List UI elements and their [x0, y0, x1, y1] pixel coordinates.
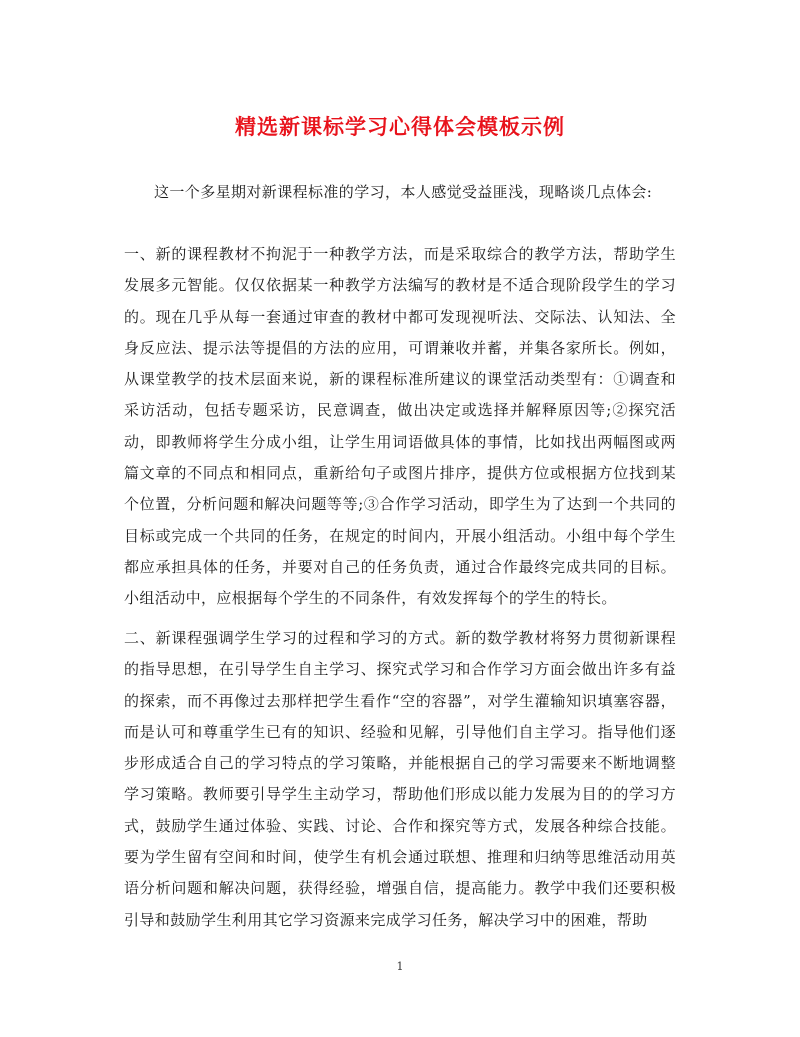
intro-paragraph: 这一个多星期对新课程标准的学习，本人感觉受益匪浅，现略谈几点体会:: [154, 183, 653, 201]
document-title: 精选新课标学习心得体会模板示例: [235, 114, 565, 139]
body-paragraph-2: 二、新课程强调学生学习的过程和学习的方式。新的数学教材将努力贯彻新课程的指导思想，在引导学生自主学习、探究式学习和合作学习方面会做出许多有益的探索，而不再像过去那样把学生看作“空的容器”，对学生灌输知识填塞容器，而是认可和尊重学生已有的知识、经验和见解，引导他们自主学习。指导他们逐步形成适合自己的学习特点的学习策略，并能根据自己的学习需要来不断地调整学习策略。教师要引导学生主动学习，帮助他们形成以能力发展为目的的学习方式，鼓励学生通过体验、实践、讨论、合作和探究等方式，发展各种综合技能。要为学生留有空间和时间，使学生有机会通过联想、推理和归纳等思维活动用英语分析问题和解决问题，获得经验，增强自信，提高能力。教学中我们还要积极引导和鼓励学生利用其它学习资源来完成学习任务，解决学习中的困难，帮助: [124, 629, 676, 929]
page-number: 1: [396, 960, 404, 973]
body-paragraph-1: 一、新的课程教材不拘泥于一种教学方法，而是采取综合的教学方法，帮助学生发展多元智能。仅仅依据某一种教学方法编写的教材是不适合现阶段学生的学习的。现在几乎从每一套通过审查的教材中都可发现视听法、交际法、认知法、全身反应法、提示法等提倡的方法的应用，可谓兼收并蓄，并集各家所长。例如，从课堂教学的技术层面来说，新的课程标准所建议的课堂活动类型有：①调查和采访活动，包括专题采访，民意调查，做出决定或选择并解释原因等;②探究活动，即教师将学生分成小组，让学生用词语做具体的事情，比如找出两幅图或两篇文章的不同点和相同点，重新给句子或图片排序，提供方位或根据方位找到某个位置，分析问题和解决问题等等;③合作学习活动，即学生为了达到一个共同的目标或完成一个共同的任务，在规定的时间内，开展小组活动。小组中每个学生都应承担具体的任务，并要对自己的任务负责，通过合作最终完成共同的目标。小组活动中，应根据每个学生的不同条件，有效发挥每个的学生的特长。: [124, 245, 676, 608]
